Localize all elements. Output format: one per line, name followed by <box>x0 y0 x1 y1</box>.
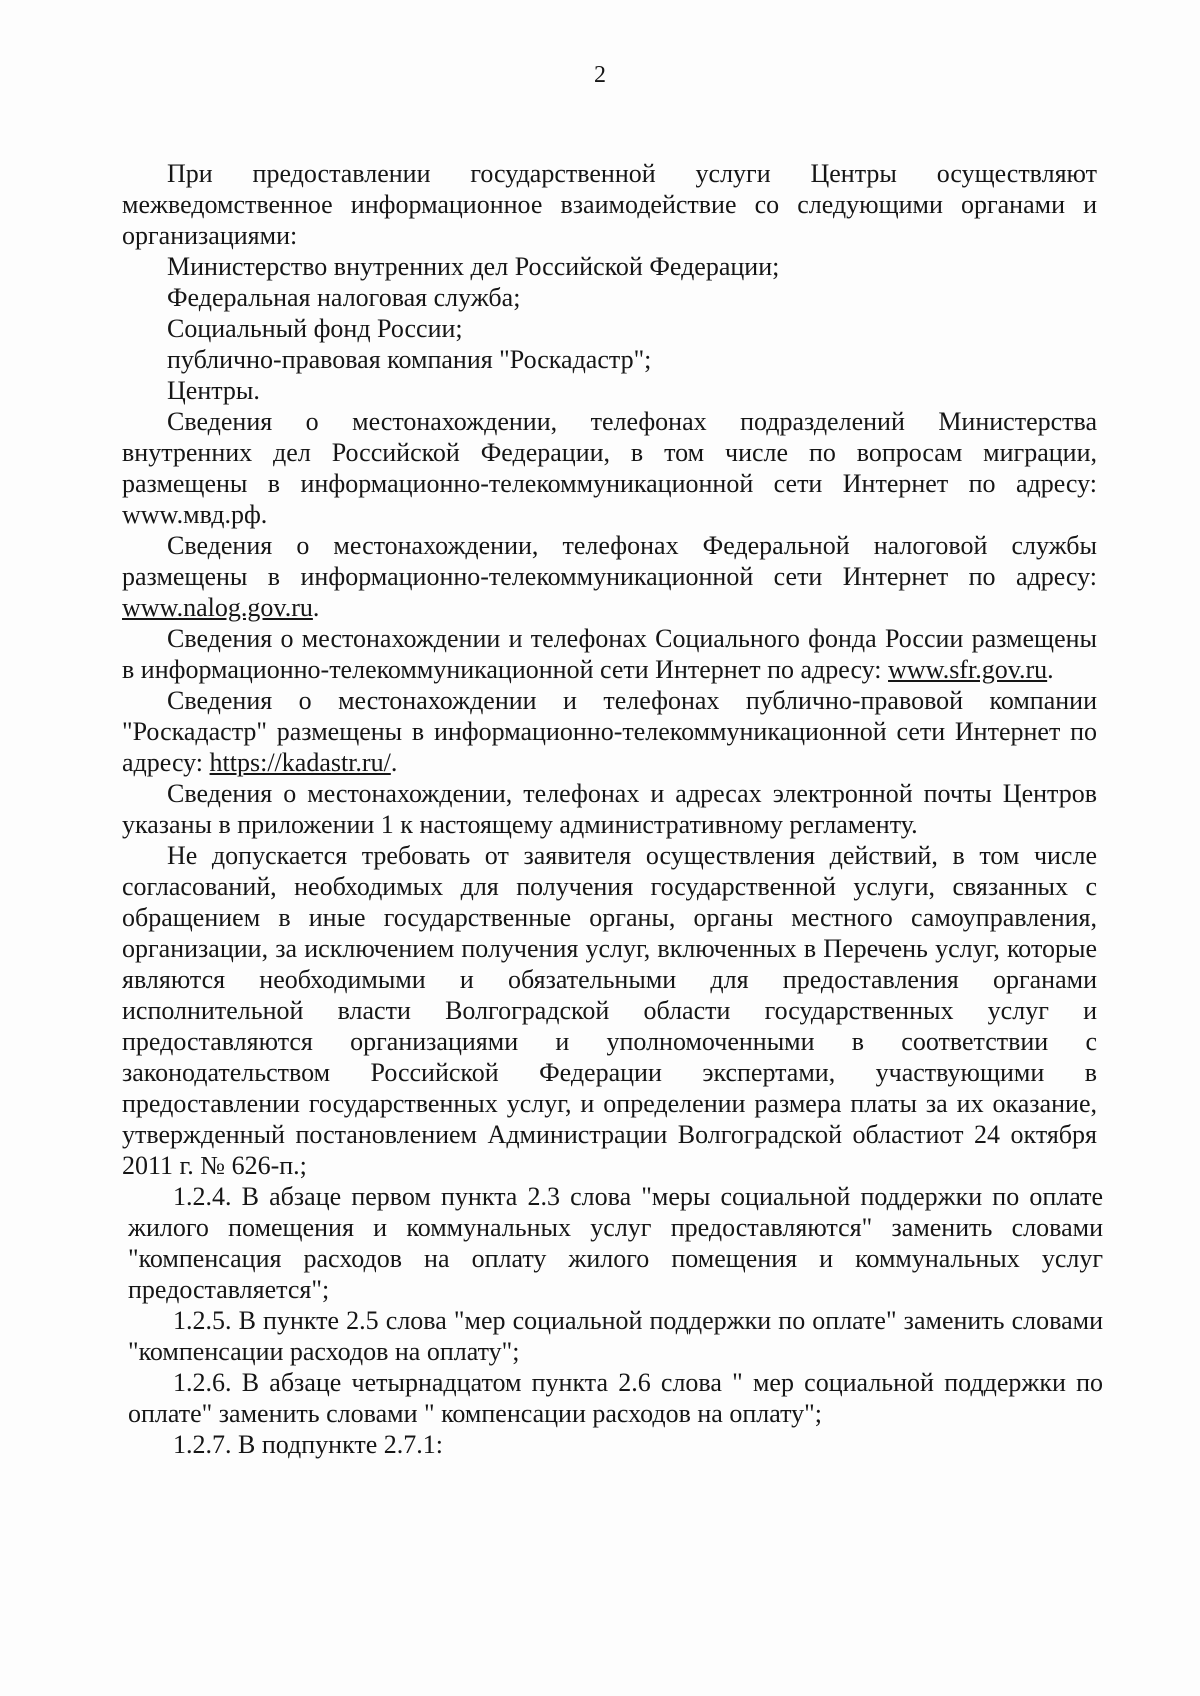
paragraph-fns-text: Сведения о местонахождении, телефонах Федеральной налоговой службы размещены в информационно-телекоммуникационной сети Интернет по адресу: <box>122 531 1097 591</box>
nalog-link[interactable]: www.nalog.gov.ru <box>122 593 313 622</box>
paragraph-centers-info: Сведения о местонахождении, телефонах и адресах электронной почты Центров указаны в приложении 1 к настоящему административному регламенту. <box>122 779 1097 839</box>
paragraph-interaction-intro: При предоставлении государственной услуги Центры осуществляют межведомственное информационное взаимодействие со следующими органами и организациями: <box>122 159 1097 250</box>
paragraph-fns-info <box>122 530 1097 623</box>
paragraph-roskadastr-end: . <box>390 748 398 777</box>
list-item-sfr: Социальный фонд России; <box>167 314 463 343</box>
paragraph-item-1-2-5: 1.2.5. В пункте 2.5 слова "мер социальной поддержки по оплате" заменить словами "компенсации расходов на оплату"; <box>128 1306 1103 1366</box>
paragraph-item-1-2-7: 1.2.7. В подпункте 2.7.1: <box>173 1430 443 1459</box>
paragraph-mvd-info: Сведения о местонахождении, телефонах подразделений Министерства внутренних дел Российской Федерации, в том числе по вопросам миграции, размещены в информационно-телекоммуникационной сети Интернет по адресу: www.мвд.рф. <box>122 407 1097 529</box>
paragraph-item-1-2-4: 1.2.4. В абзаце первом пункта 2.3 слова "меры социальной поддержки по оплате жилого помещения и коммунальных услуг предоставляются" заменить словами "компенсация расходов на оплату жилого помещения и коммунальных услуг предоставляется"; <box>128 1182 1103 1304</box>
document-body <box>122 158 1103 1460</box>
kadastr-link[interactable]: https://kadastr.ru/ <box>209 748 391 777</box>
paragraph-sfr-info <box>122 623 1097 685</box>
paragraph-roskadastr-info <box>122 685 1097 778</box>
page-number: 2 <box>594 62 606 88</box>
sfr-link[interactable]: www.sfr.gov.ru <box>888 655 1048 684</box>
paragraph-fns-end: . <box>312 593 320 622</box>
list-item-centers: Центры. <box>167 376 260 405</box>
list-item-fns: Федеральная налоговая служба; <box>167 283 521 312</box>
paragraph-roskadastr-text: Сведения о местонахождении и телефонах публично-правовой компании "Роскадастр" размещены в информационно-телекоммуникационной сети Интернет по адресу: <box>122 686 1097 777</box>
paragraph-prohibition: Не допускается требовать от заявителя осуществления действий, в том числе согласований, необходимых для получения государственной услуги, связанных с обращением в иные государственные органы, органы местного самоуправления, организации, за исключением получения услуг, включенных в Перечень услуг, которые являются необходимыми и обязательными для предоставления органами исполнительной власти Волгоградской области государственных услуг и предоставляются организациями и уполномоченными в соответствии с законодательством Российской Федерации экспертами, участвующими в предоставлении государственных услуг, и определении размера платы за их оказание, утвержденный постановлением Администрации Волгоградской областиот 24 октября 2011 г. № 626-п.; <box>122 841 1097 1180</box>
paragraph-sfr-end: . <box>1047 655 1054 684</box>
list-item-roskadastr: публично-правовая компания "Роскадастр"; <box>167 345 652 374</box>
list-item-mvd: Министерство внутренних дел Российской Федерации; <box>167 252 780 281</box>
paragraph-item-1-2-6: 1.2.6. В абзаце четырнадцатом пункта 2.6 слова " мер социальной поддержки по оплате" заменить словами " компенсации расходов на оплату"; <box>128 1368 1103 1428</box>
paragraph-sfr-text: Сведения о местонахождении и телефонах Социального фонда России размещены в информационно-телекоммуникационной сети Интернет по адресу: <box>122 624 1097 684</box>
